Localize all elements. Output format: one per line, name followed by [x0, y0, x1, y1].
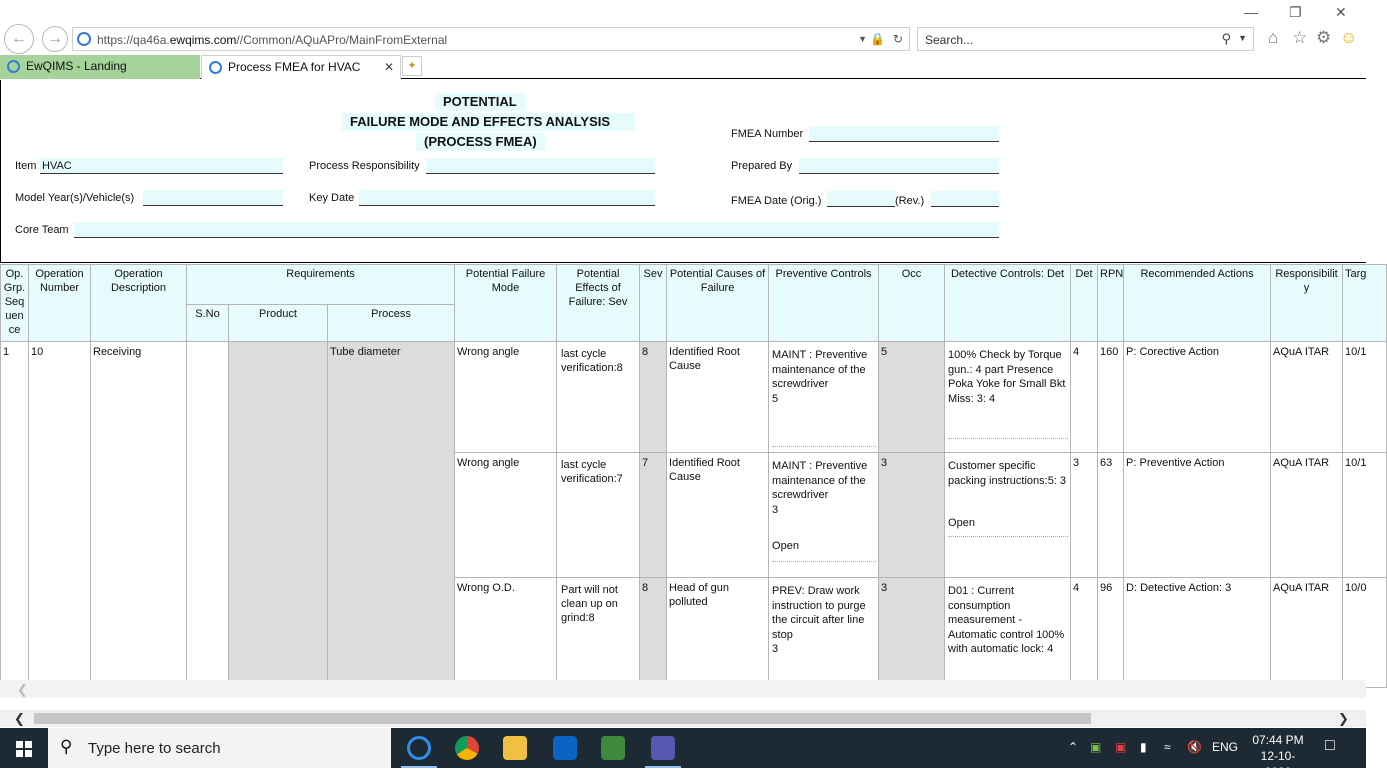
- windows-logo-icon: [16, 741, 23, 748]
- chart-app-icon: [601, 736, 625, 760]
- sev-cell: 7: [640, 453, 667, 578]
- det-cell: 4: [1071, 578, 1098, 688]
- divider: [948, 536, 1068, 537]
- recommended-action-cell[interactable]: P: Preventive Action: [1124, 453, 1271, 578]
- occ-cell: 3: [879, 453, 945, 578]
- title-fmea: FAILURE MODE AND EFFECTS ANALYSIS: [342, 113, 635, 131]
- divider: [772, 446, 876, 447]
- key-date-label: Key Date: [309, 192, 355, 204]
- preventive-control-text: PREV: Draw work instruction to purge the circuit after line stop: [772, 585, 866, 641]
- occ-cell: 5: [879, 342, 945, 453]
- detective-control-text: Customer specific packing instructions:5: 3: [948, 460, 1067, 487]
- op-number-cell: 10: [29, 342, 91, 688]
- folder-icon: [503, 736, 527, 760]
- tab-label: EwQIMS - Landing: [26, 59, 127, 73]
- core-team-label: Core Team: [15, 224, 69, 236]
- target-cell: 10/0: [1343, 578, 1387, 688]
- fmea-table: [0, 264, 1387, 688]
- teams-icon: [651, 736, 675, 760]
- item-field[interactable]: HVAC: [40, 158, 283, 174]
- col-recommended-actions: Recommended Actions: [1124, 265, 1271, 342]
- col-target: Targ: [1343, 265, 1387, 342]
- smiley-icon[interactable]: ☺: [1340, 28, 1358, 47]
- chevron-left-icon[interactable]: ❮: [17, 682, 28, 697]
- browser-chrome: [0, 0, 1366, 79]
- responsibility-cell: AQuA ITAR: [1271, 578, 1343, 688]
- scroll-right-icon[interactable]: ❯: [1338, 711, 1349, 726]
- chrome-icon: [455, 736, 479, 760]
- new-tab-button[interactable]: [402, 56, 422, 76]
- start-button[interactable]: [0, 728, 48, 768]
- page-horizontal-scrollbar[interactable]: [0, 710, 1366, 727]
- rev-label: (Rev.): [895, 195, 925, 207]
- browser-search-box[interactable]: [917, 27, 1254, 51]
- url-prefix: https://qa46a.: [97, 33, 170, 47]
- wifi-icon[interactable]: ≈: [1164, 740, 1171, 754]
- detective-control-text: D01 : Current consumption measurement - Automatic control 100% with automatic lock: 4: [948, 585, 1065, 655]
- address-bar[interactable]: [72, 27, 910, 51]
- col-sev: Sev: [640, 265, 667, 342]
- scroll-left-icon[interactable]: ❮: [14, 711, 25, 726]
- col-op-seq: Op. Grp. Seq uen ce: [1, 265, 29, 342]
- detective-control-status: Open: [948, 517, 975, 529]
- model-year-field[interactable]: [143, 190, 283, 206]
- ie-tab-icon: [209, 61, 222, 74]
- search-icon[interactable]: ⚲: [1221, 31, 1231, 46]
- op-description-cell: Receiving: [91, 342, 187, 688]
- prepared-by-field[interactable]: [799, 158, 999, 174]
- table-horizontal-scrollbar[interactable]: [0, 680, 1366, 698]
- process-responsibility-field[interactable]: [426, 158, 655, 174]
- taskbar-search[interactable]: [48, 728, 391, 768]
- address-url[interactable]: [97, 33, 447, 47]
- notifications-icon[interactable]: □: [1325, 737, 1335, 754]
- target-cell: 10/1: [1343, 453, 1387, 578]
- col-rpn: RPN: [1098, 265, 1124, 342]
- core-team-field[interactable]: [74, 222, 999, 238]
- language-indicator[interactable]: ENG: [1212, 740, 1239, 754]
- lock-icon[interactable]: 🔒: [870, 32, 885, 46]
- divider: [772, 561, 876, 562]
- scrollbar-thumb[interactable]: [34, 713, 1091, 724]
- col-det: Det: [1071, 265, 1098, 342]
- sev-cell: 8: [640, 342, 667, 453]
- preventive-control-cell[interactable]: [769, 453, 879, 578]
- gear-icon[interactable]: ⚙: [1316, 28, 1332, 47]
- tab-process-fmea[interactable]: [201, 55, 401, 79]
- ie-icon: [407, 736, 431, 760]
- preventive-control-rating: 3: [772, 503, 779, 516]
- tab-strip: [0, 55, 1366, 79]
- process-cell: Tube diameter: [328, 342, 455, 688]
- fmea-number-label: FMEA Number: [731, 128, 804, 140]
- responsibility-cell: AQuA ITAR: [1271, 342, 1343, 453]
- outlook-icon: [553, 736, 577, 760]
- target-cell: 10/1: [1343, 342, 1387, 453]
- item-label: Item: [15, 160, 37, 172]
- det-cell: 4: [1071, 342, 1098, 453]
- windows-taskbar: [0, 728, 1366, 779]
- address-dropdown-icon[interactable]: ▼: [858, 34, 867, 44]
- cause-cell: Identified Root Cause: [667, 453, 769, 578]
- detective-control-cell[interactable]: [945, 342, 1071, 453]
- forward-arrow-icon: →: [47, 30, 63, 47]
- fmea-table-viewport[interactable]: [0, 264, 1366, 679]
- col-causes: Potential Causes of Failure: [667, 265, 769, 342]
- fmea-date-label: FMEA Date (Orig.): [731, 195, 822, 207]
- taskbar-internet-explorer[interactable]: [395, 728, 443, 768]
- responsibility-cell: AQuA ITAR: [1271, 453, 1343, 578]
- effects-cell: last cycle verification:8: [557, 342, 640, 453]
- ie-tab-icon: [7, 60, 20, 73]
- url-domain: ewqims.com: [169, 33, 237, 47]
- fmea-date-rev-field[interactable]: [931, 191, 999, 207]
- detective-control-text: 100% Check by Torque gun.: 4 part Presence Poka Yoke for Small Bkt Miss: 3: 4: [948, 349, 1066, 405]
- tray-app-icon[interactable]: ▣: [1090, 740, 1102, 754]
- col-failure-mode: Potential Failure Mode: [455, 265, 557, 342]
- fmea-number-field[interactable]: [809, 126, 999, 142]
- battery-icon[interactable]: ▮: [1140, 740, 1147, 754]
- search-dropdown-icon[interactable]: ▼: [1238, 33, 1247, 43]
- taskbar-outlook[interactable]: [541, 728, 589, 768]
- back-button[interactable]: [4, 24, 34, 54]
- table-row[interactable]: [1, 342, 1387, 453]
- rpn-cell: 63: [1098, 453, 1124, 578]
- preventive-control-cell[interactable]: [769, 342, 879, 453]
- det-cell: 3: [1071, 453, 1098, 578]
- title-potential: POTENTIAL: [435, 93, 525, 111]
- clock-date: 12-10-2020: [1260, 749, 1296, 779]
- preventive-control-text: MAINT : Preventive maintenance of the screwdriver: [772, 349, 868, 390]
- search-icon: ⚲: [60, 737, 73, 756]
- col-process: Process: [328, 305, 455, 342]
- col-product: Product: [229, 305, 328, 342]
- tab-ewqims-landing[interactable]: [0, 55, 200, 79]
- search-placeholder: Search...: [925, 33, 974, 47]
- cause-cell: Head of gun polluted: [667, 578, 769, 688]
- tray-chevron-icon[interactable]: ⌃: [1068, 740, 1079, 754]
- close-window-icon[interactable]: ✕: [1335, 4, 1347, 20]
- close-tab-icon[interactable]: ✕: [383, 60, 394, 74]
- clock-time: 07:44 PM: [1252, 733, 1304, 747]
- col-effects: Potential Effects of Failure: Sev: [557, 265, 640, 342]
- col-detective-controls: Detective Controls: Det: [945, 265, 1071, 342]
- preventive-control-rating: 5: [772, 392, 779, 405]
- forward-button[interactable]: [42, 26, 68, 52]
- star-icon[interactable]: ☆: [1292, 28, 1308, 47]
- key-date-field[interactable]: [359, 190, 655, 206]
- recommended-action-cell[interactable]: D: Detective Action: 3: [1124, 578, 1271, 688]
- effects-cell: last cycle verification:7: [557, 453, 640, 578]
- col-occ: Occ: [879, 265, 945, 342]
- recommended-action-cell[interactable]: P: Corective Action: [1124, 342, 1271, 453]
- title-process-fmea: (PROCESS FMEA): [416, 133, 545, 151]
- occ-cell: 3: [879, 578, 945, 688]
- taskbar-project[interactable]: [589, 728, 637, 768]
- failure-mode-cell: Wrong angle: [455, 342, 557, 453]
- col-preventive-controls: Preventive Controls: [769, 265, 879, 342]
- new-tab-icon: ✦: [407, 60, 417, 72]
- sno-cell: [187, 342, 229, 688]
- preventive-control-status: Open: [772, 539, 799, 552]
- fmea-header: [0, 80, 1366, 263]
- tab-label: Process FMEA for HVAC: [228, 60, 361, 74]
- home-icon[interactable]: ⌂: [1268, 28, 1279, 47]
- volume-muted-icon[interactable]: 🔇: [1187, 740, 1202, 754]
- refresh-icon[interactable]: ↻: [892, 32, 903, 46]
- effects-cell: Part will not clean up on grind:8: [557, 578, 640, 688]
- product-cell: [229, 342, 328, 688]
- op-seq-cell: 1: [1, 342, 29, 688]
- col-responsibility: Responsibilit y: [1271, 265, 1343, 342]
- preventive-control-cell[interactable]: [769, 578, 879, 688]
- detective-control-cell[interactable]: [945, 578, 1071, 688]
- col-requirements: Requirements: [187, 265, 455, 305]
- failure-mode-cell: Wrong angle: [455, 453, 557, 578]
- taskbar-file-explorer[interactable]: [491, 728, 539, 768]
- sev-cell: 8: [640, 578, 667, 688]
- preventive-control-rating: 3: [772, 643, 779, 655]
- minimize-icon[interactable]: —: [1244, 4, 1258, 20]
- ie-page-icon: [77, 32, 91, 46]
- col-op-description: Operation Description: [91, 265, 187, 342]
- back-arrow-icon: ←: [11, 30, 27, 47]
- taskbar-teams[interactable]: [639, 728, 687, 768]
- tray-app-icon-2[interactable]: ▣: [1115, 740, 1127, 754]
- detective-control-cell[interactable]: [945, 453, 1071, 578]
- col-sno: S.No: [187, 305, 229, 342]
- taskbar-search-placeholder: Type here to search: [88, 740, 221, 757]
- prepared-by-label: Prepared By: [731, 160, 793, 172]
- failure-mode-cell: Wrong O.D.: [455, 578, 557, 688]
- url-path: //Common/AQuAPro/MainFromExternal: [236, 33, 448, 47]
- restore-icon[interactable]: ❐: [1289, 4, 1302, 20]
- preventive-control-text: MAINT : Preventive maintenance of the screwdriver: [772, 460, 868, 501]
- model-year-label: Model Year(s)/Vehicle(s): [15, 192, 135, 204]
- rpn-cell: 160: [1098, 342, 1124, 453]
- fmea-date-orig-field[interactable]: [827, 191, 895, 207]
- divider: [948, 438, 1068, 439]
- process-responsibility-label: Process Responsibility: [309, 160, 420, 172]
- cause-cell: Identified Root Cause: [667, 342, 769, 453]
- col-op-number: Operation Number: [29, 265, 91, 342]
- taskbar-clock[interactable]: [1248, 732, 1308, 780]
- rpn-cell: 96: [1098, 578, 1124, 688]
- taskbar-chrome[interactable]: [443, 728, 491, 768]
